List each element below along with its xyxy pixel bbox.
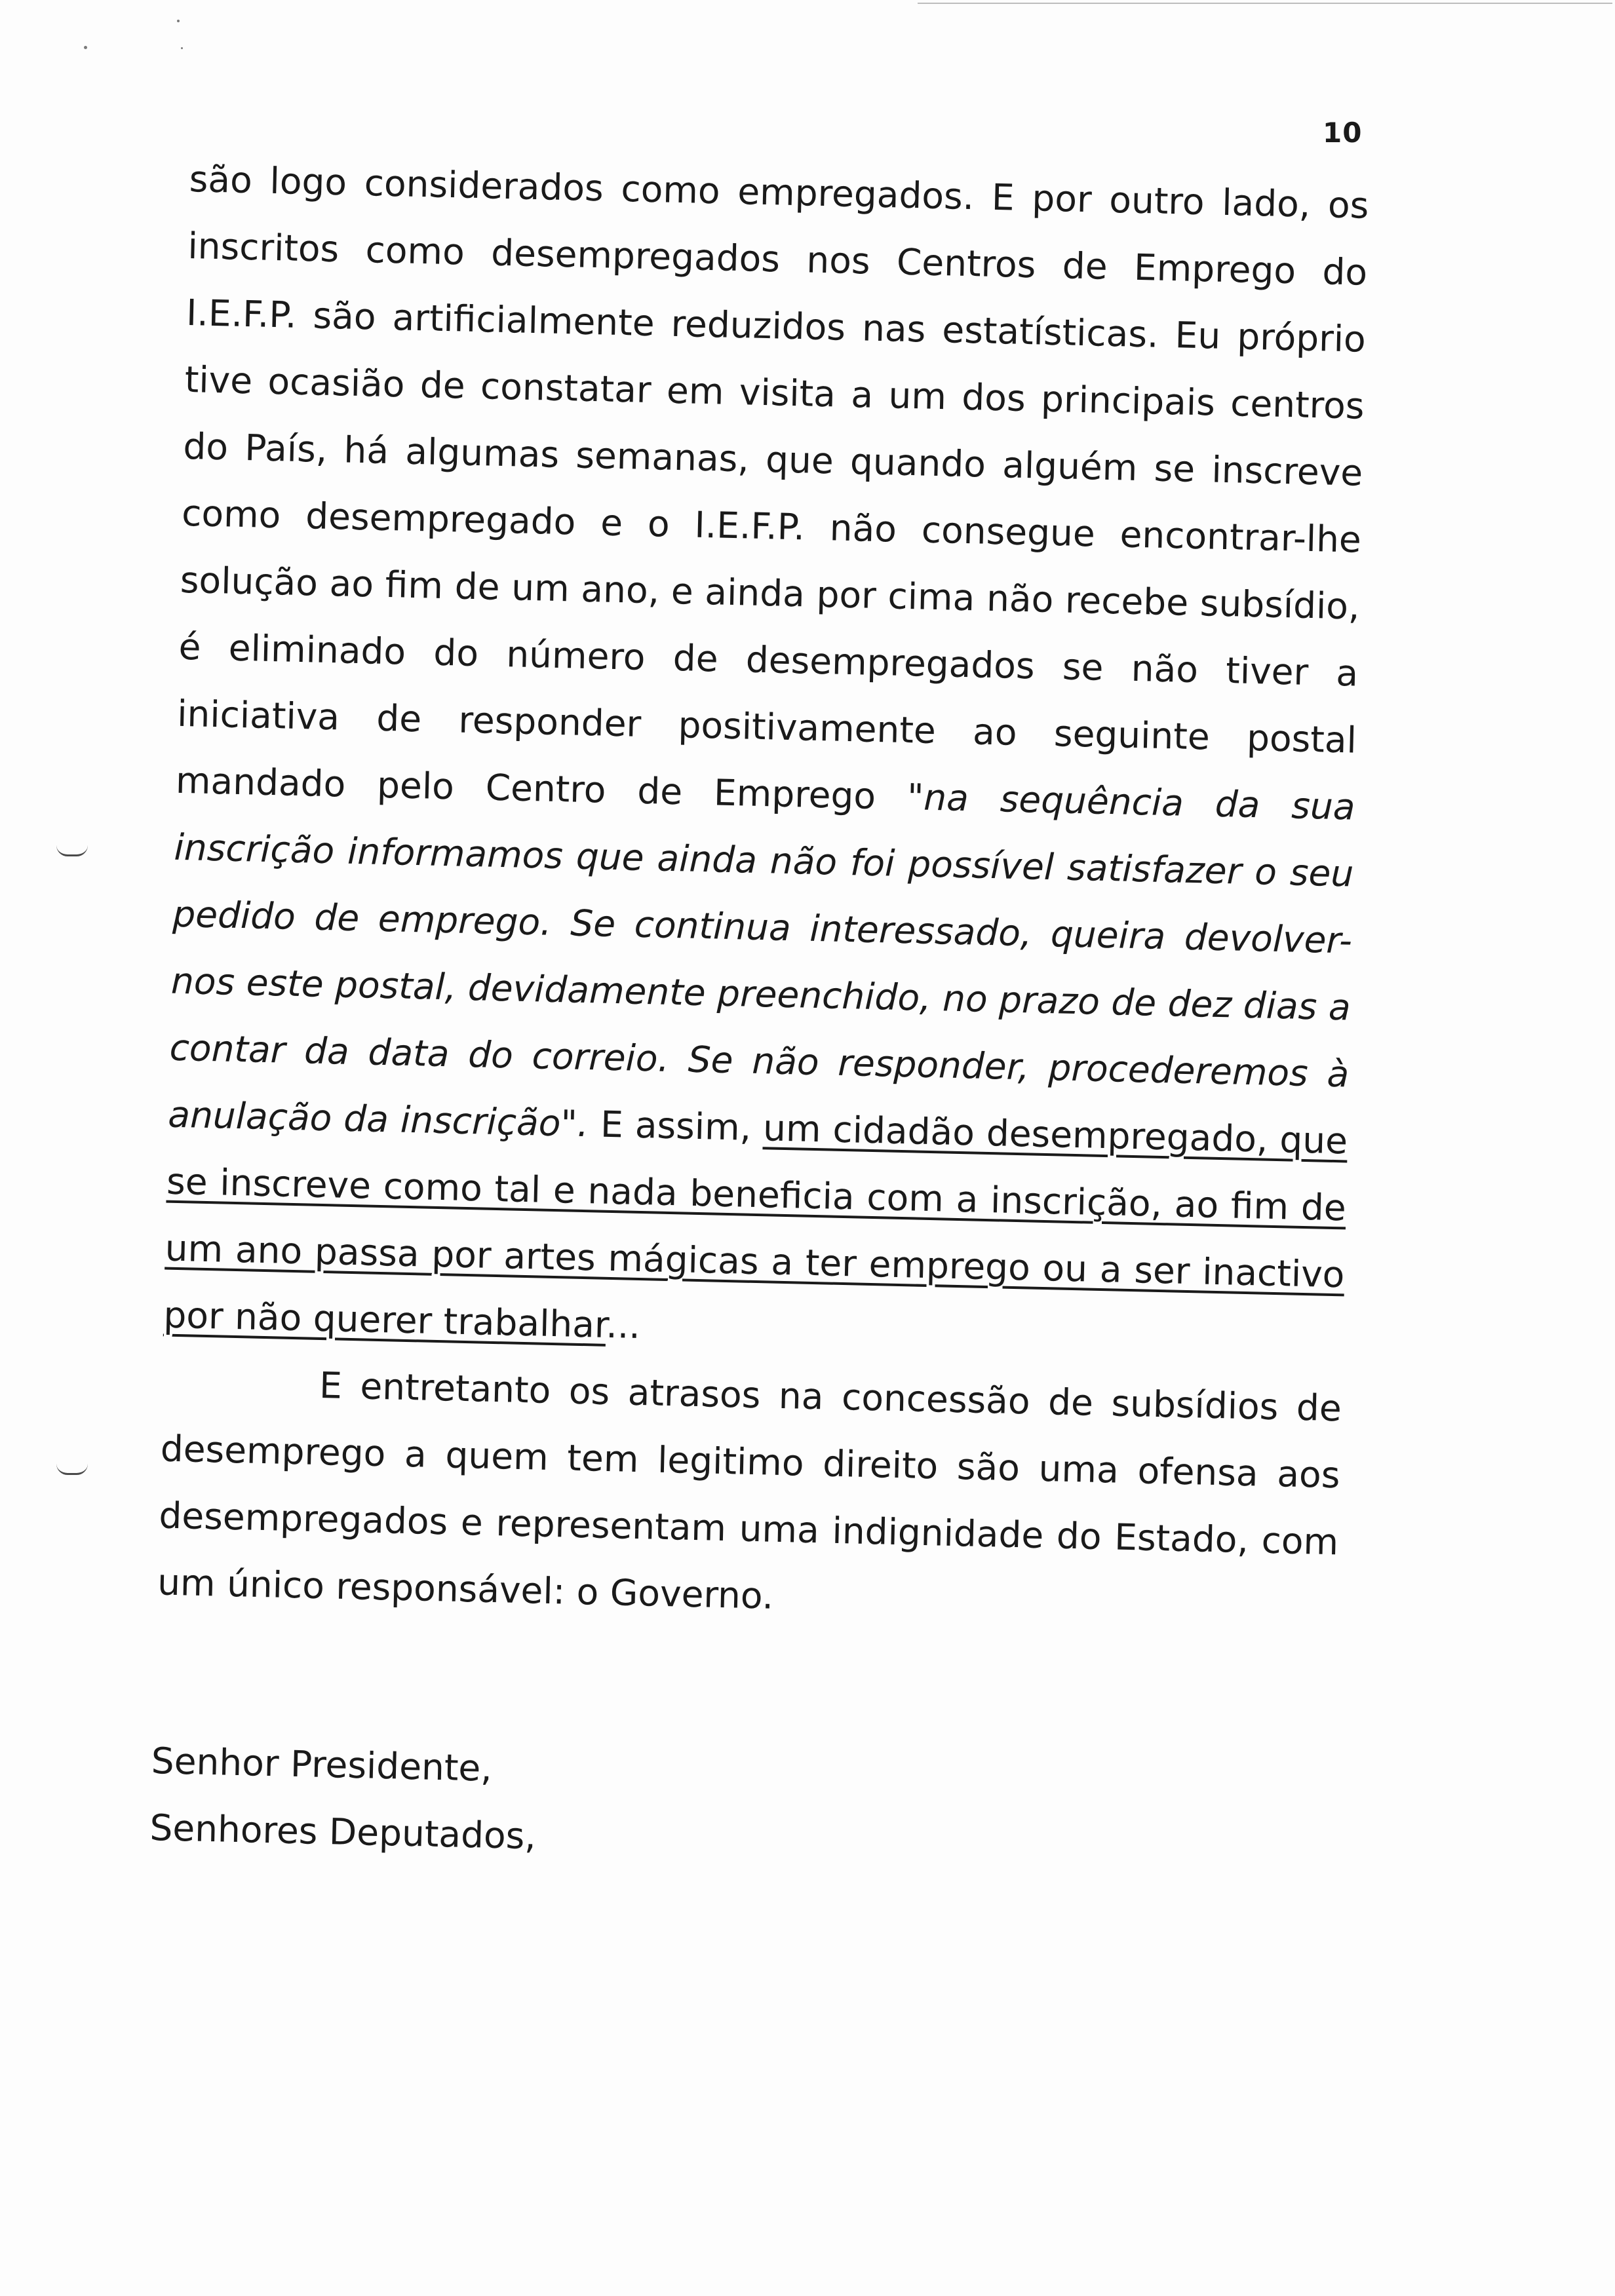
scan-speck bbox=[84, 46, 87, 49]
paragraph-1-connector: E assim, bbox=[588, 1103, 764, 1149]
salutation-line-1: Senhor Presidente, bbox=[151, 1739, 493, 1789]
punch-hole-mark bbox=[56, 845, 88, 856]
scan-speck bbox=[177, 20, 180, 22]
salutation bbox=[149, 1727, 538, 1869]
body-text bbox=[157, 145, 1369, 1642]
scan-edge-line bbox=[918, 3, 1612, 4]
quoted-postal-text: "na sequência da sua inscrição informamos que ainda não foi possível satisfazer o seu pedido de emprego. Se continua interessado, queira devolver-nos este postal, devidamente preenchido, no prazo de dez dias a contar da data do correio. Se não responder, procederemos à anulação da inscrição". bbox=[167, 776, 1356, 1145]
paragraph-2: E entretanto os atrasos na concessão de subsídios de desemprego a quem tem legitimo direito são uma ofensa aos desempregados e representam uma indignidade do Estado, com um único responsável: o Governo. bbox=[157, 1364, 1342, 1617]
page-number: 10 bbox=[1323, 117, 1363, 149]
scan-speck bbox=[181, 47, 183, 49]
ellipsis: ... bbox=[605, 1303, 641, 1347]
punch-hole-mark bbox=[56, 1464, 88, 1475]
underlined-passage: um cidadão desempregado, que se inscreve como tal e nada beneficia com a inscrição, ao fim de um ano passa por artes mágicas a ter emprego ou a ser inactivo por não querer trabalhar bbox=[163, 1107, 1348, 1346]
salutation-line-2: Senhores Deputados, bbox=[149, 1806, 537, 1858]
paragraph-1-text: são logo considerados como empregados. E por outro lado, os inscritos como desempregados nos Centros de Emprego do I.E.F.P. são artificialmente reduzidos nas estatísticas. Eu próprio tive ocasião de constatar em visita a um dos principais centros do País, há algumas semanas, que quando alguém se inscreve como desempregado e o I.E.F.P. não consegue encontrar-lhe solução ao fim de um ano, e ainda por cima não recebe subsídio, é eliminado do número de desempregados se não tiver a iniciativa de responder positivamente ao seguinte postal mandado pelo Centro de Emprego bbox=[175, 157, 1370, 818]
paragraph-1 bbox=[163, 145, 1369, 1375]
